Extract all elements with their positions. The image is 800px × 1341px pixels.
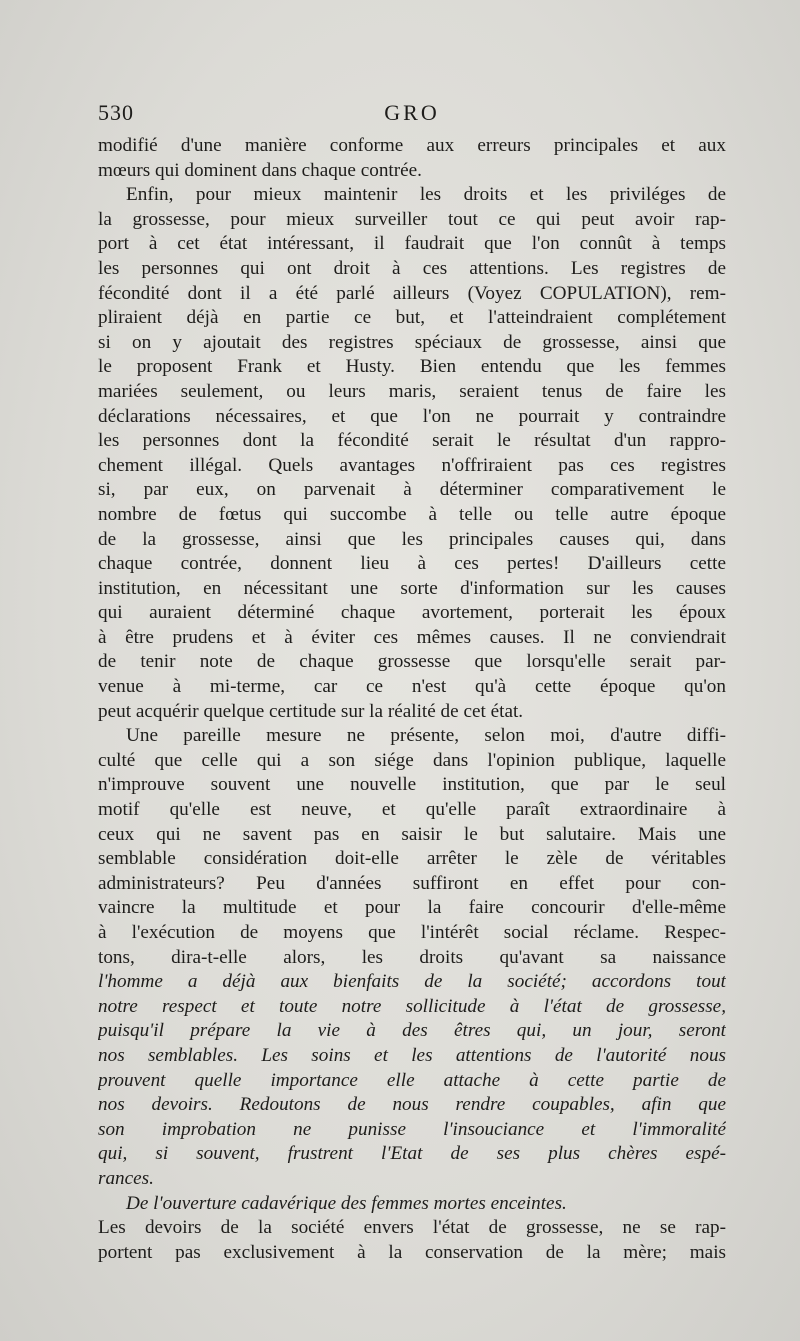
text-line: n'improuve souvent une nouvelle institution, que par le seul — [98, 774, 726, 796]
text-line: qui auraient déterminé chaque avortement, porterait les époux — [98, 602, 726, 624]
page-number: 530 — [98, 100, 134, 125]
text-line: administrateurs? Peu d'années suffiront en effet pour con- — [98, 872, 726, 894]
body-text — [98, 134, 726, 1265]
text-line: institution, en nécessitant une sorte d'information sur les causes — [98, 577, 726, 599]
text-line: ceux qui ne savent pas en saisir le but salutaire. Mais une — [98, 823, 726, 845]
text-line: nos devoirs. Redoutons de nous rendre coupables, afin que — [98, 1094, 726, 1116]
page-header — [98, 100, 726, 130]
text-line: le proposent Frank et Husty. Bien entendu que les femmes — [98, 356, 726, 378]
text-line: tons, dira-t-elle alors, les droits qu'avant sa naissance — [98, 946, 726, 968]
text-line: Une pareille mesure ne présente, selon moi, d'autre diffi- — [126, 725, 726, 747]
text-line: modifié d'une manière conforme aux erreurs principales et aux — [98, 135, 726, 156]
text-line: Les devoirs de la société envers l'état de grossesse, ne se rap- — [98, 1217, 726, 1239]
text-line: Enfin, pour mieux maintenir les droits et les priviléges de — [126, 184, 726, 206]
text-line: l'homme a déjà aux bienfaits de la société; accordons tout — [98, 971, 726, 993]
section-heading: De l'ouverture cadavérique des femmes mortes enceintes. — [126, 1192, 567, 1214]
text-line: si on y ajoutait des registres spéciaux de grossesse, ainsi que — [98, 331, 726, 353]
text-line: culté que celle qui a son siége dans l'opinion publique, laquelle — [98, 749, 726, 771]
text-line: puisqu'il prépare la vie à des êtres qui, un jour, seront — [98, 1020, 726, 1042]
text-line: les personnes qui ont droit à ces attentions. Les registres de — [98, 257, 726, 279]
text-line: semblable considération doit-elle arrêter le zèle de véritables — [98, 848, 726, 870]
text-line: peut acquérir quelque certitude sur la réalité de cet état. — [98, 700, 524, 722]
text-line: rances. — [98, 1167, 154, 1189]
text-line: motif qu'elle est neuve, et qu'elle paraît extraordinaire à — [98, 799, 726, 821]
text-line: de tenir note de chaque grossesse que lorsqu'elle serait par- — [98, 651, 726, 673]
text-line: port à cet état intéressant, il faudrait que l'on connût à temps — [98, 233, 726, 255]
text-line: si, par eux, on parvenait à déterminer comparativement le — [98, 479, 726, 501]
text-line: la grossesse, pour mieux surveiller tout ce qui peut avoir rap- — [98, 208, 726, 230]
text-line: les personnes dont la fécondité serait le résultat d'un rappro- — [98, 430, 726, 452]
text-line: son improbation ne punisse l'insouciance et l'immoralité — [98, 1118, 726, 1140]
text-line: chaque contrée, donnent lieu à ces pertes! D'ailleurs cette — [98, 553, 726, 575]
text-line: mœurs qui dominent dans chaque contrée. — [98, 159, 422, 181]
text-line: de la grossesse, ainsi que les principales causes qui, dans — [98, 528, 726, 550]
text-line: déclarations nécessaires, et que l'on ne pourrait y contraindre — [98, 405, 726, 427]
text-line: à l'exécution de moyens que l'intérêt social réclame. Respec- — [98, 922, 726, 943]
text-line: pliraient déjà en partie ce but, et l'atteindraient complétement — [98, 307, 726, 329]
text-line: chement illégal. Quels avantages n'offriraient pas ces registres — [98, 454, 726, 476]
text-line: mariées seulement, ou leurs maris, seraient tenus de faire les — [98, 380, 726, 402]
text-line: fécondité dont il a été parlé ailleurs (Voyez COPULATION), rem- — [98, 282, 726, 304]
text-line: venue à mi-terme, car ce n'est qu'à cette époque qu'on — [98, 676, 726, 698]
text-line: vaincre la multitude et pour la faire concourir d'elle-même — [98, 897, 726, 919]
text-line: portent pas exclusivement à la conservation de la mère; mais — [98, 1241, 726, 1263]
text-line: nombre de fœtus qui succombe à telle ou telle autre époque — [98, 503, 726, 525]
text-line: à être prudens et à éviter ces mêmes causes. Il ne conviendrait — [98, 626, 726, 648]
text-line: qui, si souvent, frustrent l'Etat de ses plus chères espé- — [98, 1143, 726, 1165]
text-line: prouvent quelle importance elle attache à cette partie de — [98, 1069, 726, 1091]
text-line: nos semblables. Les soins et les attentions de l'autorité nous — [98, 1044, 726, 1066]
text-line: notre respect et toute notre sollicitude à l'état de grossesse, — [98, 995, 726, 1017]
running-head: GRO — [384, 100, 440, 125]
